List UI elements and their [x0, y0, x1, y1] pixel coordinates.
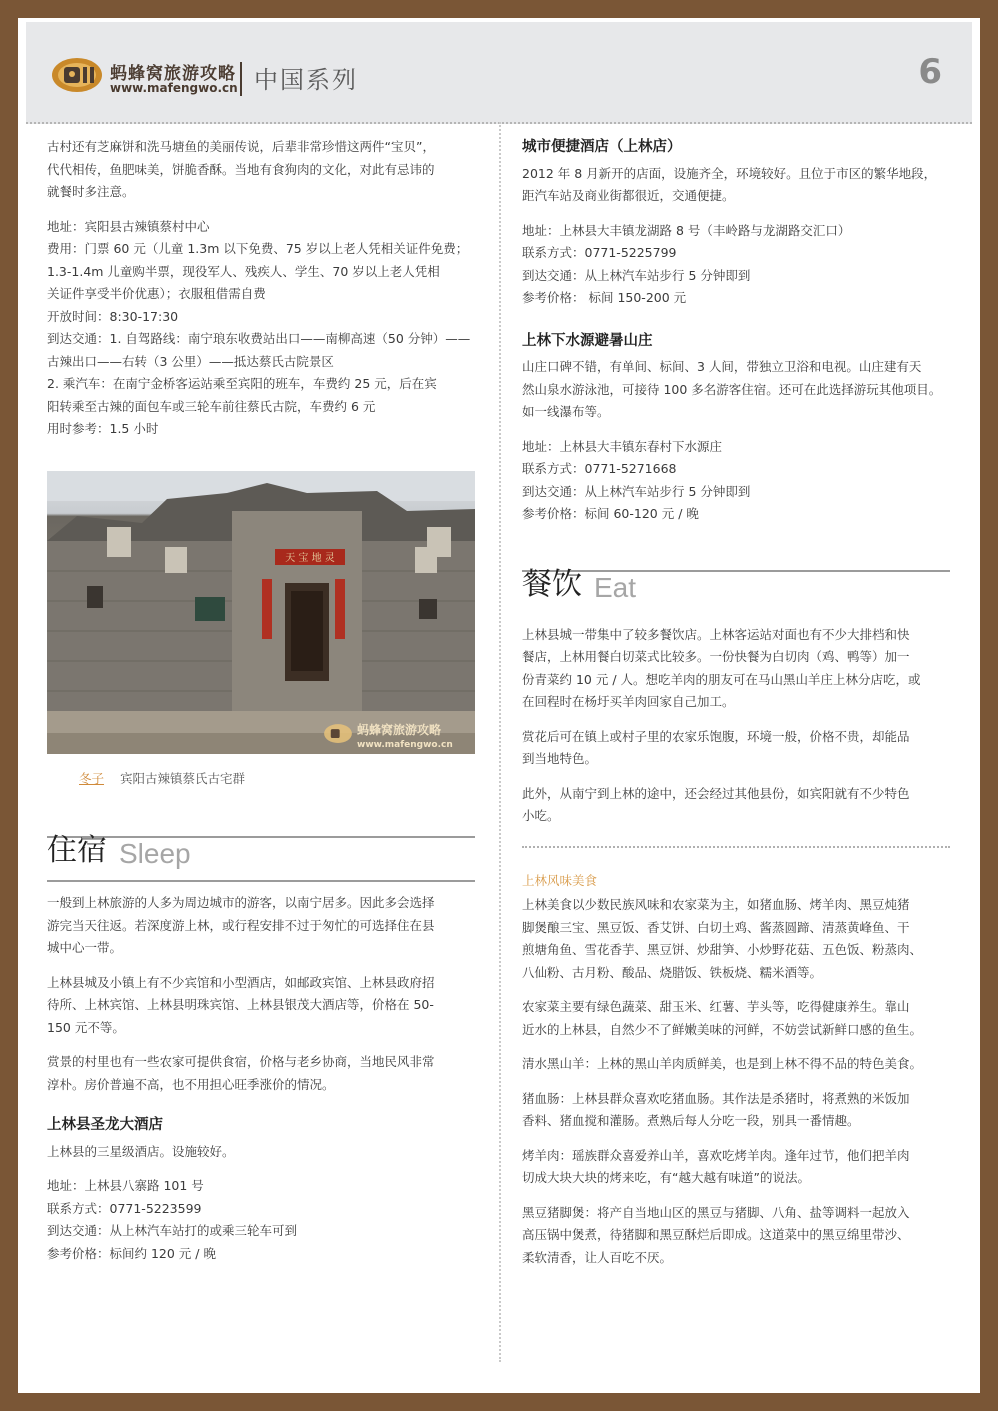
- hotel-transport: 到达交通：从上林汽车站步行 5 分钟即到: [522, 267, 751, 283]
- series-title: 中国系列: [254, 66, 358, 94]
- text-line: 上林县城及小镇上有不少宾馆和小型酒店，如邮政宾馆、上林县政府招: [47, 974, 435, 990]
- page-header: [26, 22, 972, 124]
- sleep-paragraph: [47, 972, 475, 1040]
- text-line: 山庄口碑不错，有单间、标间、3 人间，带独立卫浴和电视。山庄建有天: [522, 359, 922, 374]
- sleep-paragraph: [47, 892, 475, 960]
- hotel-address: 地址：上林县八寨路 101 号: [47, 1178, 204, 1193]
- info-hours: 开放时间：8:30-17:30: [47, 308, 179, 324]
- text-line: 待所、上林宾馆、上林县明珠宾馆、上林县银茂大酒店等，价格在 50-: [47, 997, 434, 1012]
- text-line: 近水的上林县，自然少不了鲜嫩美味的河鲜，不妨尝试新鲜口感的鱼生。: [522, 1021, 923, 1037]
- local-food-subtitle: 上林风味美食: [522, 872, 598, 888]
- hotel-name: 上林下水源避暑山庄: [522, 332, 653, 349]
- text-line: 农家菜主要有绿色蔬菜、甜玉米、红薯、芋头等，吃得健康养生。靠山: [522, 999, 910, 1014]
- hotel-description: 上林县的三星级酒店。设施较好。: [47, 1143, 235, 1159]
- eat-paragraph: [522, 624, 950, 714]
- left-column: [47, 136, 475, 1265]
- hotel-price: 参考价格：标间 60-120 元 / 晚: [522, 506, 699, 521]
- plaque-text: 天 宝 地 灵: [285, 552, 335, 564]
- text-line: 游完当天往返。若深度游上林，或行程安排不过于匆忙的可选择住在县: [47, 917, 435, 933]
- info-address: 地址：宾阳县古辣镇蔡村中心: [47, 218, 210, 234]
- sleep-paragraph: [47, 1051, 475, 1096]
- section-title-en: Sleep: [119, 838, 191, 869]
- hotel-name: 城市便捷酒店（上林店）: [522, 139, 682, 155]
- food-paragraph: [522, 1202, 950, 1270]
- text-line: 阳转乘至古辣的面包车或三轮车前往蔡氏古院，车费约 6 元: [47, 398, 376, 414]
- food-paragraph: [522, 894, 950, 984]
- text-line: 餐店，上林用餐白切菜式比较多。一份快餐为白切肉（鸡、鸭等）加一: [522, 649, 910, 664]
- section-title-en: Eat: [594, 571, 637, 603]
- hotel-transport: 到达交通：从上林汽车站打的或乘三轮车可到: [47, 1223, 298, 1238]
- text-line: 小吃。: [522, 808, 560, 823]
- watermark-brand: 蚂蜂窝旅游攻略: [357, 722, 442, 737]
- mafengwo-logo-icon: [50, 53, 104, 95]
- text-line: 煎塘角鱼、雪花香芋、黑豆饼、炒甜笋、小炒野花菇、五色饭、粉蒸肉、: [522, 942, 923, 957]
- info-transport: 到达交通：1. 自驾路线：南宁琅东收费站出口——南柳高速（50 分钟）——: [47, 331, 471, 346]
- text-line: 赏花后可在镇上或村子里的农家乐饱腹，环境一般，价格不贵，却能品: [522, 728, 910, 744]
- text-line: 此外，从南宁到上林的途中，还会经过其他县份，如宾阳就有不少特色: [522, 785, 910, 801]
- text-line: 然山泉水游泳池，可接待 100 多名游客住宿。还可在此选择游玩其他项目。: [522, 381, 942, 397]
- page-number: 6: [918, 52, 942, 92]
- food-paragraph: [522, 1053, 950, 1076]
- text-line: 香料、猪血搅和灌肠。煮熟后每人分吃一段，别具一番情趣。: [522, 1113, 860, 1128]
- section-title-zh: 餐饮: [522, 566, 582, 602]
- text-line: 城中心一带。: [47, 940, 123, 955]
- brand-name: 蚂蜂窝旅游攻略: [110, 64, 236, 84]
- text-line: 切成大块大块的烤来吃，有“越大越有味道”的说法。: [522, 1170, 810, 1185]
- text-line: 距汽车站及商业街都很近，交通便捷。: [522, 188, 735, 203]
- text-line: 古村还有芝麻饼和洗马塘鱼的美丽传说，后辈非常珍惜这两件“宝贝”，: [47, 139, 435, 154]
- hotel-address: 地址：上林县大丰镇东春村下水源庄: [522, 438, 723, 454]
- eat-paragraph: [522, 783, 950, 828]
- food-paragraph: [522, 1088, 950, 1133]
- info-fee: 费用：门票 60 元（儿童 1.3m 以下免费、75 岁以上老人凭相关证件免费；: [47, 241, 469, 256]
- text-line: 2. 乘汽车：在南宁金桥客运站乘至宾阳的班车，车费约 25 元，后在宾: [47, 376, 437, 391]
- hotel-phone: 联系方式：0771-5271668: [522, 461, 677, 476]
- eat-paragraph: [522, 726, 950, 771]
- hotel-price: 参考价格： 标间 150-200 元: [522, 290, 687, 305]
- text-line: 就餐时多注意。: [47, 184, 135, 199]
- hotel-transport: 到达交通：从上林汽车站步行 5 分钟即到: [522, 483, 751, 499]
- hotel-phone: 联系方式：0771-5223599: [47, 1200, 202, 1216]
- dotted-divider: [522, 846, 950, 848]
- text-line: 1.3-1.4m 儿童购半票，现役军人、残疾人、学生、70 岁以上老人凭相: [47, 263, 440, 279]
- right-column: [522, 136, 950, 1281]
- page: [18, 18, 980, 1393]
- section-title-zh: 住宿: [47, 833, 107, 868]
- text-line: 到当地特色。: [522, 751, 598, 766]
- header-separator: [240, 62, 242, 96]
- text-line: 份青菜约 10 元 / 人。想吃羊肉的朋友可在马山黑山羊庄上林分店吃，或: [522, 671, 921, 687]
- text-line: 烤羊肉：瑶族群众喜爱养山羊，喜欢吃烤羊肉。逢年过节，他们把羊肉: [522, 1147, 910, 1163]
- eat-section-header: [522, 566, 950, 614]
- text-line: 一般到上林旅游的人多为周边城市的游客，以南宁居多。因此多会选择: [47, 895, 435, 910]
- text-line: 关证件享受半价优惠）；衣服租借需自费: [47, 286, 266, 301]
- food-paragraph: [522, 1145, 950, 1190]
- text-line: 淳朴。房价普遍不高，也不用担心旺季涨价的情况。: [47, 1076, 335, 1092]
- caption-text: 宾阳古辣镇蔡氏古宅群: [120, 770, 246, 786]
- text-line: 柔软清香，让人百吃不厌。: [522, 1249, 673, 1265]
- text-line: 古辣出口——右转（3 公里）——抵达蔡氏古院景区: [47, 353, 334, 369]
- hotel-info: [47, 1175, 475, 1265]
- text-line: 清水黑山羊：上林的黑山羊肉质鲜美，也是到上林不得不品的特色美食。: [522, 1056, 923, 1071]
- text-line: 如一线瀑布等。: [522, 404, 610, 419]
- hotel-address: 地址：上林县大丰镇龙湖路 8 号（丰岭路与龙湖路交汇口）: [522, 222, 851, 238]
- hotel-name: 上林县圣龙大酒店: [47, 1117, 163, 1133]
- brand-url: www.mafengwo.cn: [110, 81, 238, 95]
- photo-illustration: [47, 471, 475, 754]
- text-line: 2012 年 8 月新开的店面，设施齐全，环境较好。且位于市区的繁华地段，: [522, 165, 937, 181]
- hotel-description: [522, 356, 950, 424]
- text-line: 猪血肠：上林县群众喜欢吃猪血肠。其作法是杀猪时，将煮熟的米饭加: [522, 1090, 910, 1106]
- photo-author: 冬子: [79, 770, 105, 786]
- text-line: 在回程时在杨圩买羊肉回家自己加工。: [522, 694, 735, 709]
- text-line: 黑豆猪脚煲：将产自当地山区的黑豆与猪脚、八角、盐等调料一起放入: [522, 1204, 910, 1220]
- food-paragraph: [522, 996, 950, 1041]
- text-line: 代代相传，鱼肥味美，饼脆香酥。当地有食狗肉的文化，对此有忌讳的: [47, 161, 435, 177]
- hotel-price: 参考价格：标间约 120 元 / 晚: [47, 1245, 216, 1261]
- text-line: 150 元不等。: [47, 1019, 125, 1035]
- watermark-url: www.mafengwo.cn: [357, 739, 453, 750]
- text-line: 八仙粉、古月粉、酸品、烧腊饭、铁板烧、糯米酒等。: [522, 964, 823, 980]
- photo-caption: [47, 768, 475, 791]
- text-line: 高压锅中煲煮，待猪脚和黑豆酥烂后即成。这道菜中的黑豆绵里带沙、: [522, 1227, 910, 1242]
- text-line: 上林美食以少数民族风味和农家菜为主，如猪血肠、烤羊肉、黑豆炖猪: [522, 897, 910, 912]
- text-line: 上林县城一带集中了较多餐饮店。上林客运站对面也有不少大排档和快: [522, 626, 910, 642]
- text-line: 脚煲酿三宝、黑豆饭、香艾饼、白切土鸡、酱蒸圆蹄、清蒸黄峰鱼、干: [522, 919, 910, 935]
- hotel-info: [522, 436, 950, 526]
- attraction-info: [47, 216, 475, 441]
- watermark-logo-icon: [323, 721, 353, 745]
- intro-paragraph: [47, 136, 475, 204]
- photo-watermark: [323, 719, 473, 749]
- text-line: 赏景的村里也有一些农家可提供食宿，价格与老乡协商，当地民风非常: [47, 1054, 435, 1069]
- hotel-info: [522, 220, 950, 310]
- ancient-house-photo: [47, 471, 475, 754]
- hotel-description: [522, 163, 950, 208]
- hotel-phone: 联系方式：0771-5225799: [522, 245, 677, 260]
- column-divider: [499, 122, 501, 1362]
- sleep-section-header: [47, 833, 475, 882]
- info-time: 用时参考：1.5 小时: [47, 421, 159, 436]
